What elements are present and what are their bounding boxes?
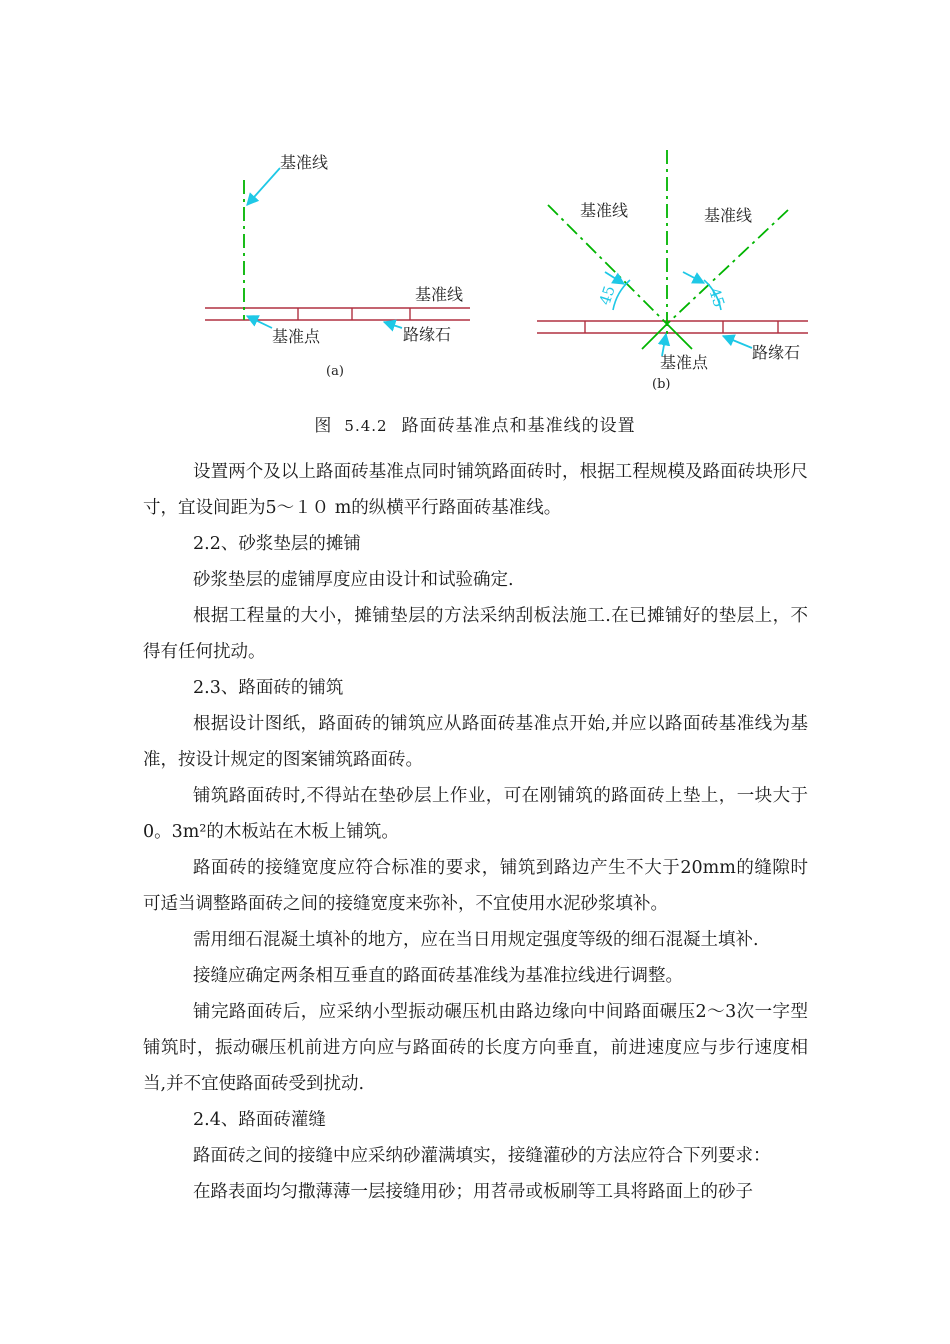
label-datum-line-right-b: 基准线 [704, 206, 753, 225]
arrow-datum-point [247, 316, 272, 328]
paragraph: 根据设计图纸，路面砖的铺筑应从路面砖基准点开始,并应以路面砖基准线为基准，按设计规定的图案铺筑路面砖。 [143, 714, 808, 770]
arrow-angle-left [605, 272, 624, 284]
sub-caption-b: (b) [652, 377, 671, 392]
paragraph: 铺完路面砖后，应采纳小型振动碾压机由路边缘向中间路面碾压2～3次一字型铺筑时，振动碾压机前进方向应与路面砖的长度方向垂直，前进速度应与步行速度相当,并不宜使路面砖受到扰动. [143, 1002, 808, 1094]
label-curb: 路缘石 [403, 325, 452, 344]
datum-diagram [0, 0, 950, 400]
arrow-curb [384, 322, 402, 328]
paragraph: 路面砖之间的接缝中应采纳砂灌满填实，接缝灌砂的方法应符合下列要求： [193, 1146, 771, 1166]
label-datum-line-right: 基准线 [415, 285, 464, 304]
datum-line-diag-right [667, 210, 788, 324]
figure-542 [0, 0, 950, 400]
sub-caption-a: (a) [326, 364, 344, 379]
paragraph: 根据工程量的大小，摊铺垫层的方法采纳刮板法施工.在已摊铺好的垫层上，不得有任何扰动。 [143, 606, 808, 662]
caption-number: 5.4.2 [344, 417, 388, 435]
arrow-datum-line [247, 168, 280, 205]
label-curb-b: 路缘石 [752, 343, 801, 362]
angle-label-left: 45 [595, 283, 619, 308]
figure-caption [0, 411, 950, 436]
section-heading: 2.2、砂浆垫层的摊铺 [193, 534, 361, 554]
diagram-b [537, 150, 808, 392]
paragraph: 接缝应确定两条相互垂直的路面砖基准线为基准拉线进行调整。 [193, 966, 683, 986]
label-datum-line-top: 基准线 [280, 153, 329, 172]
body-text [143, 454, 808, 1210]
paragraph: 需用细石混凝土填补的地方，应在当日用规定强度等级的细石混凝土填补. [193, 930, 759, 950]
label-datum-line-left-b: 基准线 [580, 201, 629, 220]
paragraph: 设置两个及以上路面砖基准点同时铺筑路面砖时，根据工程规模及路面砖块形尺寸，宜设间距为5～１０ m的纵横平行路面砖基准线。 [143, 462, 808, 518]
arrow-angle-right [683, 272, 704, 283]
section-heading: 2.4、路面砖灌缝 [193, 1110, 326, 1130]
caption-prefix: 图 [314, 416, 333, 436]
section-heading: 2.3、路面砖的铺筑 [193, 678, 344, 698]
diagram-a [205, 153, 470, 379]
angle-label-right: 45 [705, 285, 729, 310]
paragraph: 砂浆垫层的虚铺厚度应由设计和试验确定. [193, 570, 514, 590]
label-datum-point: 基准点 [272, 327, 321, 346]
label-datum-point-b: 基准点 [660, 353, 709, 372]
paragraph: 在路表面均匀撒薄薄一层接缝用砂；用苕帚或板刷等工具将路面上的砂子 [193, 1182, 753, 1202]
arrow-curb-b [723, 336, 752, 348]
paragraph: 铺筑路面砖时,不得站在垫砂层上作业，可在刚铺筑的路面砖上垫上，一块大于0。3m²的木板站在木板上铺筑。 [143, 786, 808, 842]
caption-title: 路面砖基准点和基准线的设置 [401, 416, 636, 436]
paragraph: 路面砖的接缝宽度应符合标准的要求，铺筑到路边产生不大于20mm的缝隙时可适当调整路面砖之间的接缝宽度来弥补，不宜使用水泥砂浆填补。 [143, 858, 808, 914]
